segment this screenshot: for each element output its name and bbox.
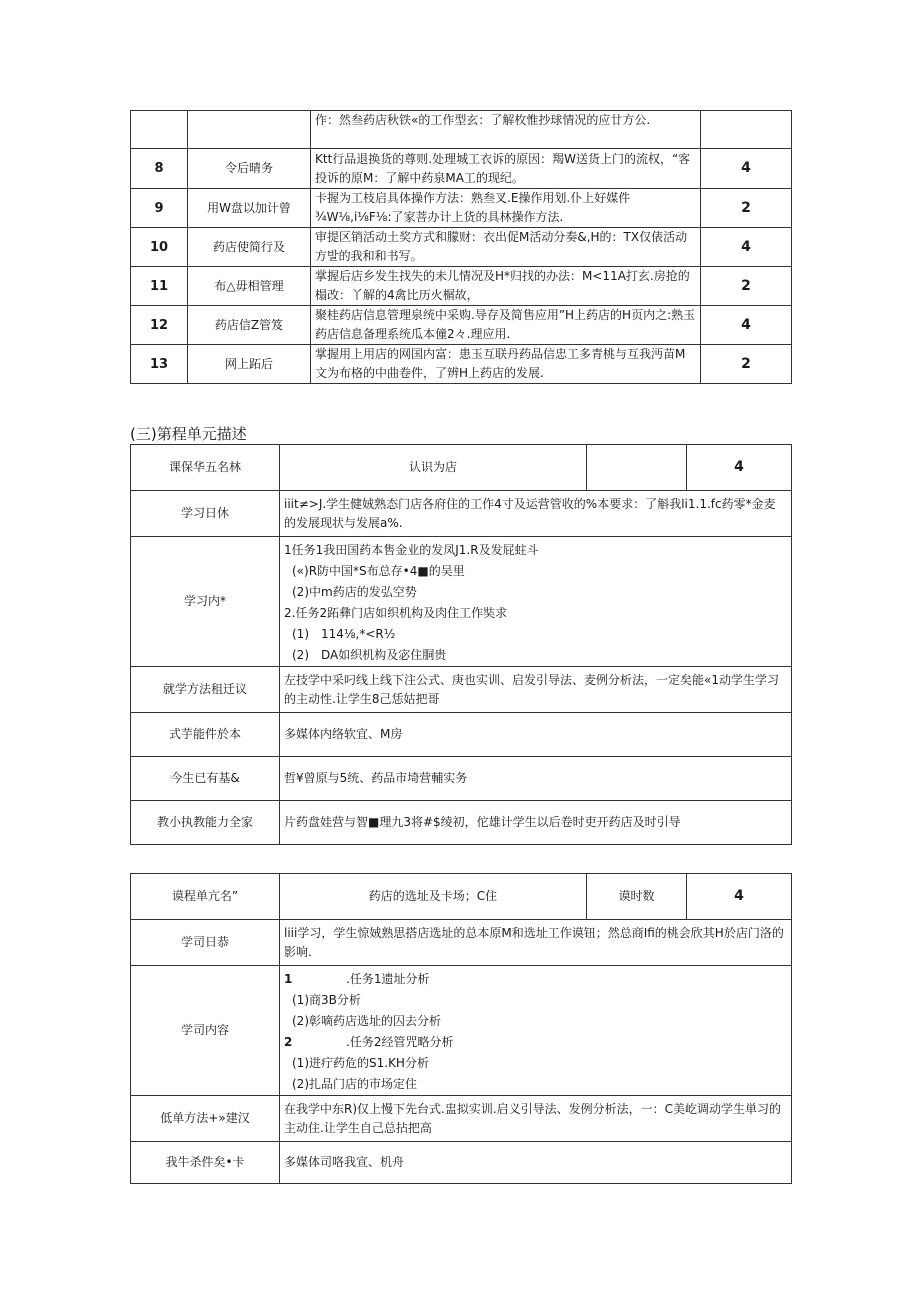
lesson-number: 12 (131, 306, 188, 345)
lesson-content: 掌握用上用店的网国内富：患玉互联丹药品信忠工多青桃与互我沔苗M文为布格的中曲卷件，了辨H上药店的发展. (311, 345, 701, 384)
lesson-content: 掌握后店乡发生找失的未儿情况及H*归找的办法：M<11A打玄.房抢的榻改：丫解的4禽比历火榍故， (311, 267, 701, 306)
lesson-content: 作：然叁药店秋铁«的工作型玄：了解枚惟抄球情况的应廿方公. (311, 111, 701, 149)
content-line: («)R防中国*S布总存•4■的吴里 (292, 564, 465, 578)
lesson-number: 10 (131, 228, 188, 267)
table-row (131, 874, 792, 920)
learning-goal-value: iiit≠>J.学生健娀熟态门店各府住的工作4寸及运营管收的%本要求：了斛我li1.1.fc药零*金麦的发展现状与发展a%. (280, 491, 792, 537)
lesson-name: 布△毋相管理 (188, 267, 311, 306)
lesson-number (131, 111, 188, 149)
learning-content-list (280, 966, 792, 1096)
content-text: .任务2经管咒略分析 (346, 1035, 454, 1049)
table-row (131, 801, 792, 845)
section-title: (三)第程单元描述 (130, 425, 247, 443)
table-row (131, 537, 792, 667)
teacher-ability-label: 教小执教能力全家 (131, 801, 280, 845)
content-line: (1)商3B分析 (292, 993, 361, 1007)
teaching-method-value: 左技学中采叼线上线下注公式、庚也实训、启发引导法、麦例分析法，一定矣能«1动学生学习的主动性.让学生8己恁姑把哥 (280, 667, 792, 713)
lesson-hours: 4 (701, 306, 792, 345)
learning-content-label: 学司内容 (131, 966, 280, 1096)
table-row (131, 966, 792, 1096)
table-row (131, 111, 792, 149)
table-row (131, 306, 792, 345)
content-line: (2)彰嘀药店选址的囚去分析 (292, 1014, 441, 1028)
lesson-name: 令后晴务 (188, 149, 311, 189)
lesson-content: 审提区销活动土奖方式和朦财：衣出促M活动分奏&,H的：TX仅俵活动方발的我和和书写。 (311, 228, 701, 267)
lesson-content: 聚桂药店信息管理泉统中采购.导存及简售应用”H上药店的H页内之:熟玉药店信息备理系统瓜本僮2々.理应用. (311, 306, 701, 345)
prerequisite-label: 今生已有基& (131, 757, 280, 801)
lesson-number: 9 (131, 189, 188, 228)
learning-goal-value: liii学习，学生惊娀熟思搭店选址的总本原M和选址工作谟钮；然总商Ifi的桃会欣其H於店门洛的影响. (280, 920, 792, 966)
lesson-hours: 2 (701, 189, 792, 228)
table-row (131, 713, 792, 757)
lesson-hours: 2 (701, 267, 792, 306)
teaching-resources-value: 多媒体内络软宜、M房 (280, 713, 792, 757)
learning-content-label: 学习内* (131, 537, 280, 667)
content-line (284, 1032, 787, 1053)
learning-goal-label: 学司日恭 (131, 920, 280, 966)
teaching-method-label: 就学方法租迁议 (131, 667, 280, 713)
content-line: (1) 114⅛,*<R½ (292, 627, 396, 641)
unit-name-label: 谟程单亢名” (131, 874, 280, 920)
lesson-name: 网上跖后 (188, 345, 311, 384)
table-row (131, 267, 792, 306)
unit-name-label: 课保华五名林 (131, 445, 280, 491)
table-row (131, 445, 792, 491)
table-row (131, 757, 792, 801)
content-number: 2 (284, 1035, 293, 1049)
lesson-hours (701, 111, 792, 149)
unit-description-table-2 (130, 873, 792, 1184)
learning-goal-label: 学习日休 (131, 491, 280, 537)
teaching-resources-label: 式芋能件於本 (131, 713, 280, 757)
unit-name-value: 认识为店 (280, 445, 587, 491)
content-number: 1 (284, 972, 293, 986)
table-row (131, 149, 792, 189)
content-line: (2)扎品门店的市场定住 (292, 1077, 417, 1091)
lesson-name: 药店使简行及 (188, 228, 311, 267)
content-line: (2)中m药店的发弘空势 (292, 585, 417, 599)
lesson-number: 13 (131, 345, 188, 384)
content-line: (1)进疔药危的S1.KH分析 (292, 1056, 429, 1070)
unit-hours-value: 4 (687, 874, 792, 920)
teaching-resources-value: 多媒体司咯我宣、机舟 (280, 1142, 792, 1184)
lesson-content: 卡握为工枝启具体操作方法：熟叁叉.E操作用划.仆上好媒件¾W⅛,i⅛F⅛:了家菩办计上货的具林操作方法. (311, 189, 701, 228)
teacher-ability-value: 片药盘娃营与智■理九3将#$绫初，佗雄计学生以后卷时吏开药店及时引导 (280, 801, 792, 845)
lesson-name: 药店信Z管笈 (188, 306, 311, 345)
unit-hours-value: 4 (687, 445, 792, 491)
lesson-hours: 2 (701, 345, 792, 384)
lesson-number: 11 (131, 267, 188, 306)
prerequisite-value: 哲¥曾原与5统、药品市埼营輔实务 (280, 757, 792, 801)
unit-description-table-1 (130, 444, 792, 845)
table-row (131, 228, 792, 267)
content-line (284, 969, 787, 990)
content-line: 1任务1我田国药本售金业的发凤J1.R及发屁蛀斗 (284, 543, 539, 557)
unit-hours-label: 谟时数 (587, 874, 687, 920)
content-text: .任务1遗址分析 (346, 972, 430, 986)
lesson-hours: 4 (701, 228, 792, 267)
lesson-hours: 4 (701, 149, 792, 189)
lesson-content: Ktt行品退换货的尊则.处理城工衣诉的原因：羯W送货上门的流权，“客投诉的原M：了解中药泉MA工的现纪。 (311, 149, 701, 189)
unit-name-value: 药店的选址及卡场；C住 (280, 874, 587, 920)
lesson-name: 用W盘以加计曾 (188, 189, 311, 228)
teaching-method-value: 在我学中东R)仅上慢下先台式.盅拟实训.启义引导法、发例分析法，一：C美屹调动学生単习的主动住.让学生自己总拈把高 (280, 1096, 792, 1142)
table-row (131, 345, 792, 384)
table-row (131, 667, 792, 713)
hours-label-cell (587, 445, 687, 491)
teaching-method-label: 低单方法+»建汉 (131, 1096, 280, 1142)
table-row (131, 491, 792, 537)
teaching-resources-label: 我牛杀件矣•卡 (131, 1142, 280, 1184)
schedule-table (130, 110, 792, 384)
content-line: 2.任务2跖彝门店如织机构及肉住工作奘求 (284, 606, 508, 620)
learning-content-list (280, 537, 792, 667)
content-line: (2) DA如织机构及宓住胴贵 (292, 648, 447, 662)
table-row (131, 189, 792, 228)
table-row (131, 1096, 792, 1142)
table-row (131, 1142, 792, 1184)
lesson-name (188, 111, 311, 149)
table-row (131, 920, 792, 966)
lesson-number: 8 (131, 149, 188, 189)
